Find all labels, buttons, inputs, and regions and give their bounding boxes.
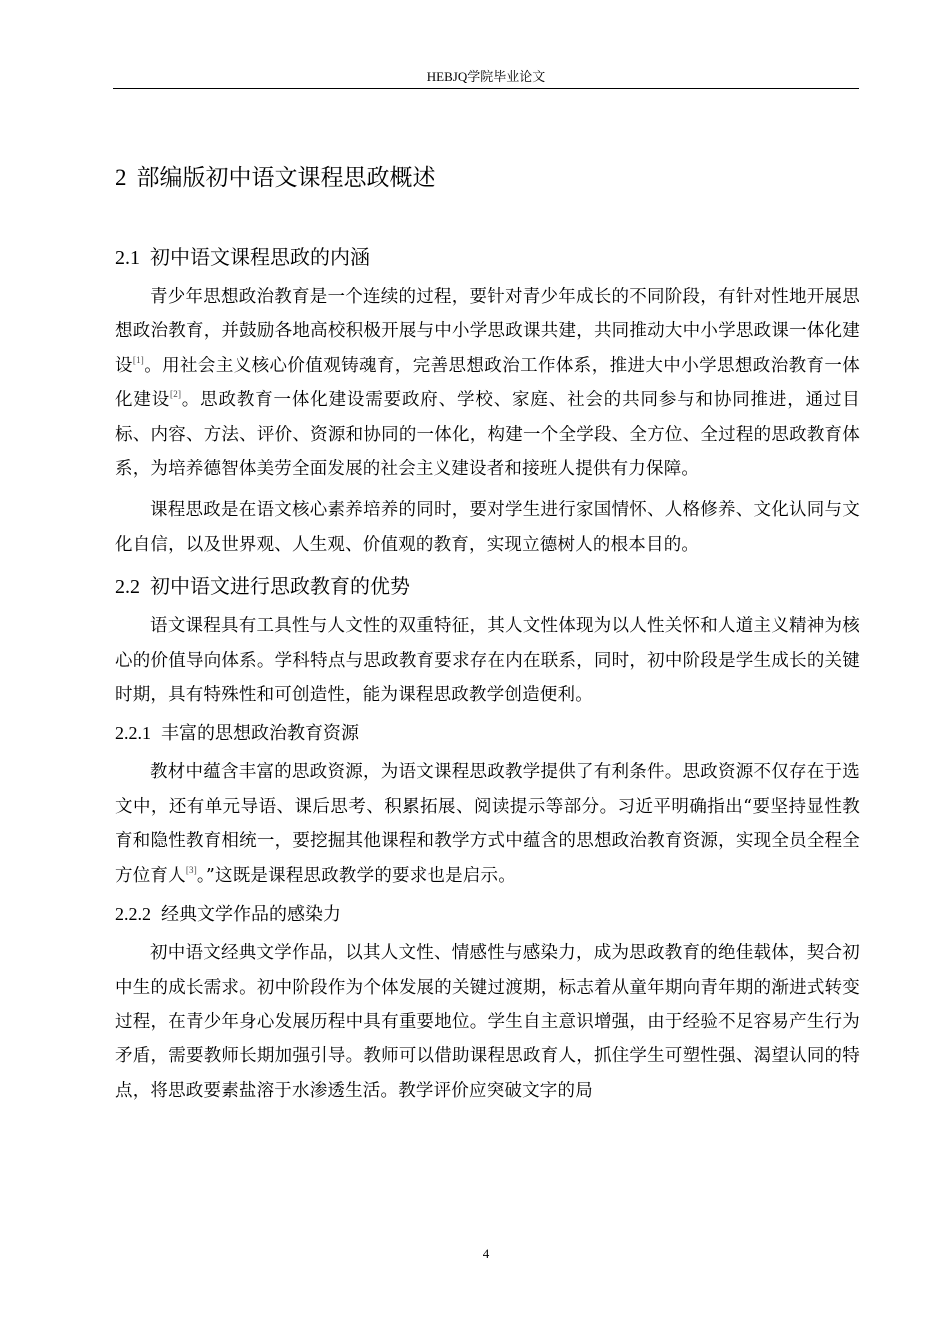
chapter-heading bbox=[115, 155, 860, 201]
header-rule bbox=[113, 88, 859, 89]
page-body bbox=[115, 155, 860, 1108]
subsection-title: 丰富的思想政治教育资源 bbox=[161, 723, 359, 745]
section-number: 2.2 bbox=[115, 576, 140, 599]
paragraph: 课程思政是在语文核心素养培养的同时，要对学生进行家国情怀、人格修养、文化认同与文化自信，以及世界观、人生观、价值观的教育，实现立德树人的根本目的。 bbox=[115, 500, 860, 555]
paragraph-text: 。思政教育一体化建设需要政府、学校、家庭、社会的共同参与和协同推进，通过目标、内容、方法、评价、资源和协同的一体化，构建一个全学段、全方位、全过程的思政教育体系，为培养德智体美劳全面发展的社会主义建设者和接班人提供有力保障。 bbox=[115, 390, 860, 480]
paragraph: 初中语文经典文学作品，以其人文性、情感性与感染力，成为思政教育的绝佳载体，契合初中生的成长需求。初中阶段作为个体发展的关键过渡期，标志着从童年期向青年期的渐进式转变过程，在青少年身心发展历程中具有重要地位。学生自主意识增强，由于经验不足容易产生行为矛盾，需要教师长期加强引导。教师可以借助课程思政育人，抓住学生可塑性强、渴望认同的特点，将思政要素盐溶于水渗透生活。教学评价应突破文字的局 bbox=[115, 943, 860, 1101]
paragraph-text: 教材中蕴含丰富的思政资源，为语文课程思政教学提供了有利条件。思政资源不仅存在于选文中，还有单元导语、课后思考、积累拓展、阅读提示等部分。习近平明确指出“要坚持显性教育和隐性教育相统一，要挖掘其他课程和教学方式中蕴含的思想政治教育资源，实现全员全程全方位育人 bbox=[115, 762, 860, 886]
subsection-title: 经典文学作品的感染力 bbox=[161, 904, 341, 926]
subsection-number: 2.2.1 bbox=[115, 723, 151, 744]
citation-2[interactable]: [2] bbox=[170, 389, 182, 400]
subsection-number: 2.2.2 bbox=[115, 904, 151, 925]
page-number: 4 bbox=[482, 1246, 490, 1261]
chapter-number: 2 bbox=[115, 165, 127, 190]
section-2-2-heading bbox=[115, 568, 860, 605]
paragraph bbox=[115, 280, 860, 486]
section-number: 2.1 bbox=[115, 247, 140, 269]
paragraph-text: 。用社会主义核心价值观铸魂育，完善思想政治工作体系，推进大中小学思想政治教育一体化建设 bbox=[115, 355, 861, 411]
section-2-1-heading bbox=[115, 239, 860, 276]
section-title: 初中语文课程思政的内涵 bbox=[150, 245, 370, 269]
paragraph bbox=[115, 755, 860, 893]
paragraph: 语文课程具有工具性与人文性的双重特征，其人文性体现为以人性关怀和人道主义精神为核心的价值导向体系。学科特点与思政教育要求存在内在联系，同时，初中阶段是学生成长的关键时期，具有特殊性和可创造性，能为课程思政教学创造便利。 bbox=[115, 616, 860, 706]
paragraph-text: 青少年思想政治教育是一个连续的过程，要针对青少年成长的不同阶段，有针对性地开展思想政治教育，并鼓励各地高校积极开展与中小学思政课共建，共同推动大中小学思政课一体化建设 bbox=[115, 287, 860, 376]
paragraph-text: 。”这既是课程思政教学的要求也是启示。 bbox=[196, 865, 516, 886]
section-title: 初中语文进行思政教育的优势 bbox=[150, 574, 410, 599]
chapter-title: 部编版初中语文课程思政概述 bbox=[136, 165, 436, 191]
running-header: HEBJQ学院毕业论文 bbox=[426, 69, 546, 84]
citation-1[interactable]: [1] bbox=[132, 354, 145, 365]
citation-3[interactable]: [3] bbox=[185, 864, 197, 875]
section-2-2-1-heading bbox=[115, 716, 860, 751]
section-2-2-2-heading bbox=[115, 897, 860, 932]
